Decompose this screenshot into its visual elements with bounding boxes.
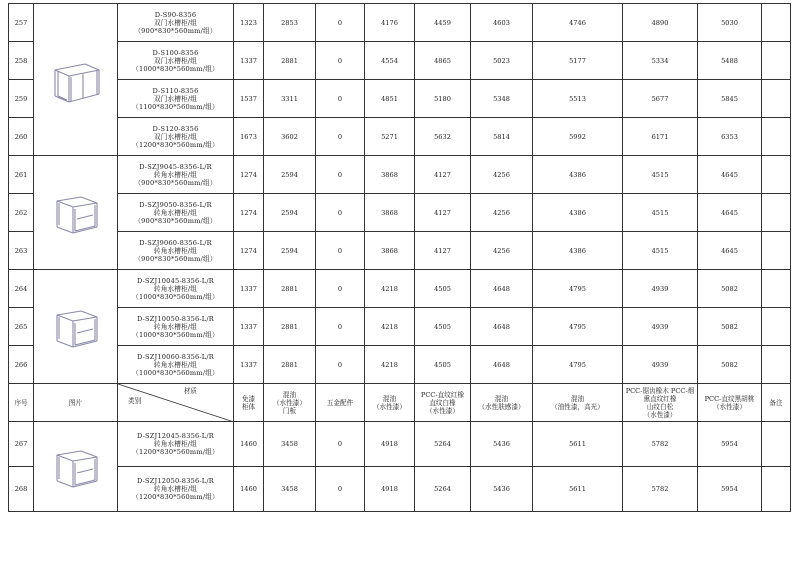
header-col-1: 免漆 柜体 (234, 384, 264, 422)
price-cell: 2594 (264, 194, 316, 232)
price-cell: 1673 (234, 118, 264, 156)
price-cell: 0 (316, 42, 365, 80)
price-cell: 1274 (234, 156, 264, 194)
row-number: 260 (9, 118, 34, 156)
price-cell: 1460 (234, 422, 264, 467)
price-cell: 6353 (698, 118, 762, 156)
price-cell: 4176 (365, 4, 415, 42)
table-row (9, 156, 791, 194)
table-row (9, 194, 791, 232)
corner-cabinet-icon (41, 441, 111, 493)
row-number: 262 (9, 194, 34, 232)
price-cell: 4127 (415, 194, 471, 232)
price-cell: 4648 (471, 270, 533, 308)
price-cell: 1337 (234, 270, 264, 308)
table-row (9, 308, 791, 346)
price-cell: 1537 (234, 80, 264, 118)
header-col-5: PCC-直纹红橡 直纹白橡 （水性漆） (415, 384, 471, 422)
table-row (9, 346, 791, 384)
price-cell: 4505 (415, 346, 471, 384)
product-image (34, 270, 118, 384)
price-cell: 4648 (471, 308, 533, 346)
price-cell: 5023 (471, 42, 533, 80)
price-cell: 5177 (533, 42, 623, 80)
price-cell (762, 42, 791, 80)
price-cell (762, 156, 791, 194)
price-cell: 2881 (264, 346, 316, 384)
table-row (9, 42, 791, 80)
table-row (9, 422, 791, 467)
product-name: D-SZJ12045-8356-L/R 转角水槽柜/组 （1200*830*560mm/组） (118, 422, 234, 467)
price-cell: 5845 (698, 80, 762, 118)
table-row (9, 4, 791, 42)
price-cell: 3868 (365, 194, 415, 232)
price-cell: 1274 (234, 194, 264, 232)
price-cell: 0 (316, 346, 365, 384)
header-type: 类别 (128, 397, 142, 405)
header-col-8: PCC-锯齿橡木 PCC-烟 熏直纹红橡 山纹白松 （水性漆） (623, 384, 698, 422)
row-number: 257 (9, 4, 34, 42)
price-cell: 5782 (623, 422, 698, 467)
table-body-bottom (9, 422, 791, 512)
price-cell: 1274 (234, 232, 264, 270)
price-cell: 4515 (623, 194, 698, 232)
price-cell: 2594 (264, 232, 316, 270)
price-cell: 4890 (623, 4, 698, 42)
price-cell: 5814 (471, 118, 533, 156)
price-cell: 4256 (471, 156, 533, 194)
price-cell (762, 232, 791, 270)
product-name: D-S110-8356 双门水槽柜/组 （1100*830*560mm/组） (118, 80, 234, 118)
header-col-9: PCC-直纹黑胡桃 （水性漆） (698, 384, 762, 422)
price-cell: 4746 (533, 4, 623, 42)
price-cell (762, 422, 791, 467)
table-header (9, 384, 791, 422)
price-cell: 4127 (415, 156, 471, 194)
table-body-top (9, 4, 791, 384)
price-cell: 0 (316, 156, 365, 194)
price-cell: 3311 (264, 80, 316, 118)
price-cell: 4603 (471, 4, 533, 42)
table-row (9, 232, 791, 270)
row-number: 263 (9, 232, 34, 270)
product-name: D-SZJ10045-8356-L/R 转角水槽柜/组 （1000*830*560mm/组） (118, 270, 234, 308)
price-cell: 4795 (533, 346, 623, 384)
row-number: 258 (9, 42, 34, 80)
row-number: 266 (9, 346, 34, 384)
price-cell: 5954 (698, 422, 762, 467)
price-cell: 4795 (533, 308, 623, 346)
price-cell: 4218 (365, 308, 415, 346)
price-cell (762, 80, 791, 118)
price-cell: 4795 (533, 270, 623, 308)
double-door-cabinet-icon (41, 54, 111, 106)
price-cell: 1337 (234, 42, 264, 80)
price-cell: 5436 (471, 467, 533, 512)
price-cell: 5436 (471, 422, 533, 467)
price-cell: 0 (316, 80, 365, 118)
corner-cabinet-icon (41, 187, 111, 239)
product-image (34, 156, 118, 270)
price-cell: 4939 (623, 308, 698, 346)
price-cell (762, 346, 791, 384)
product-name: D-SZJ12050-8356-L/R 转角水槽柜/组 （1200*830*560mm/组） (118, 467, 234, 512)
header-col-2: 混油 （水性漆） 门板 (264, 384, 316, 422)
price-cell: 3602 (264, 118, 316, 156)
price-cell: 5271 (365, 118, 415, 156)
header-no: 序号 (9, 384, 34, 422)
price-cell: 3458 (264, 422, 316, 467)
header-col-10: 备注 (762, 384, 791, 422)
price-cell: 4505 (415, 308, 471, 346)
price-cell: 4939 (623, 270, 698, 308)
price-cell: 1460 (234, 467, 264, 512)
price-cell: 4851 (365, 80, 415, 118)
price-cell: 5782 (623, 467, 698, 512)
row-number: 265 (9, 308, 34, 346)
price-cell: 0 (316, 270, 365, 308)
price-cell: 4256 (471, 194, 533, 232)
price-cell: 4515 (623, 156, 698, 194)
price-cell: 4645 (698, 156, 762, 194)
price-cell: 5348 (471, 80, 533, 118)
price-cell: 5264 (415, 422, 471, 467)
price-cell: 4865 (415, 42, 471, 80)
price-cell: 5334 (623, 42, 698, 80)
header-picture: 图片 (34, 384, 118, 422)
product-name: D-S90-8356 双门水槽柜/组 （900*830*560mm/组） (118, 4, 234, 42)
table-row (9, 80, 791, 118)
price-cell (762, 270, 791, 308)
price-cell: 5082 (698, 308, 762, 346)
product-name: D-SZJ9050-8356-L/R 转角水槽柜/组 （900*830*560mm/组） (118, 194, 234, 232)
price-cell: 0 (316, 194, 365, 232)
table-row (9, 118, 791, 156)
price-cell: 4218 (365, 346, 415, 384)
price-cell: 0 (316, 118, 365, 156)
price-cell: 4515 (623, 232, 698, 270)
price-cell: 0 (316, 232, 365, 270)
price-cell: 2881 (264, 308, 316, 346)
price-cell: 4648 (471, 346, 533, 384)
price-cell: 1337 (234, 346, 264, 384)
row-number: 261 (9, 156, 34, 194)
table-row (9, 467, 791, 512)
header-material: 材质 (183, 387, 197, 395)
price-cell: 5513 (533, 80, 623, 118)
row-number: 259 (9, 80, 34, 118)
price-cell: 5632 (415, 118, 471, 156)
header-col-4: 混油 （水性漆） (365, 384, 415, 422)
row-number: 267 (9, 422, 34, 467)
row-number: 268 (9, 467, 34, 512)
product-image (34, 422, 118, 512)
price-cell: 4386 (533, 156, 623, 194)
price-table (8, 3, 791, 512)
price-cell: 0 (316, 422, 365, 467)
price-cell: 6171 (623, 118, 698, 156)
product-name: D-SZJ10060-8356-L/R 转角水槽柜/组 （1000*830*560mm/组） (118, 346, 234, 384)
price-cell: 5954 (698, 467, 762, 512)
price-cell: 0 (316, 4, 365, 42)
price-cell: 5082 (698, 346, 762, 384)
price-cell: 4256 (471, 232, 533, 270)
price-cell: 5611 (533, 422, 623, 467)
price-cell: 2881 (264, 42, 316, 80)
price-cell: 4645 (698, 232, 762, 270)
price-cell: 1337 (234, 308, 264, 346)
price-cell: 5611 (533, 467, 623, 512)
price-cell: 3868 (365, 156, 415, 194)
product-name: D-SZJ9045-8356-L/R 转角水槽柜/组 （900*830*560mm/组） (118, 156, 234, 194)
price-cell: 4505 (415, 270, 471, 308)
product-image (34, 4, 118, 156)
header-col-3: 五金配件 (316, 384, 365, 422)
product-name: D-S120-8356 双门水槽柜/组 （1200*830*560mm/组） (118, 118, 234, 156)
price-cell: 4645 (698, 194, 762, 232)
price-cell (762, 4, 791, 42)
table-row (9, 270, 791, 308)
price-cell: 2594 (264, 156, 316, 194)
price-cell: 4459 (415, 4, 471, 42)
price-cell (762, 194, 791, 232)
price-cell: 4386 (533, 194, 623, 232)
price-cell: 5677 (623, 80, 698, 118)
price-cell: 4127 (415, 232, 471, 270)
price-cell: 5992 (533, 118, 623, 156)
price-cell: 4218 (365, 270, 415, 308)
header-col-6: 混油 （水性肤感漆） (471, 384, 533, 422)
price-cell: 5264 (415, 467, 471, 512)
price-cell (762, 308, 791, 346)
header-row (9, 384, 791, 422)
price-cell: 1323 (234, 4, 264, 42)
price-cell: 5082 (698, 270, 762, 308)
price-cell: 4918 (365, 422, 415, 467)
price-cell: 3458 (264, 467, 316, 512)
price-cell: 4918 (365, 467, 415, 512)
header-material-type (118, 384, 234, 422)
price-cell: 4386 (533, 232, 623, 270)
price-cell: 2853 (264, 4, 316, 42)
price-cell: 4554 (365, 42, 415, 80)
price-cell (762, 467, 791, 512)
price-cell: 5030 (698, 4, 762, 42)
price-cell: 5488 (698, 42, 762, 80)
price-cell: 2881 (264, 270, 316, 308)
price-cell: 3868 (365, 232, 415, 270)
price-cell: 0 (316, 308, 365, 346)
price-cell: 0 (316, 467, 365, 512)
product-name: D-S100-8356 双门水槽柜/组 （1000*830*560mm/组） (118, 42, 234, 80)
price-cell (762, 118, 791, 156)
price-cell: 5180 (415, 80, 471, 118)
corner-cabinet-icon (41, 301, 111, 353)
row-number: 264 (9, 270, 34, 308)
product-name: D-SZJ10050-8356-L/R 转角水槽柜/组 （1000*830*560mm/组） (118, 308, 234, 346)
price-cell: 4939 (623, 346, 698, 384)
header-col-7: 混油 （油性漆，高光） (533, 384, 623, 422)
product-name: D-SZJ9060-8356-L/R 转角水槽柜/组 （900*830*560mm/组） (118, 232, 234, 270)
